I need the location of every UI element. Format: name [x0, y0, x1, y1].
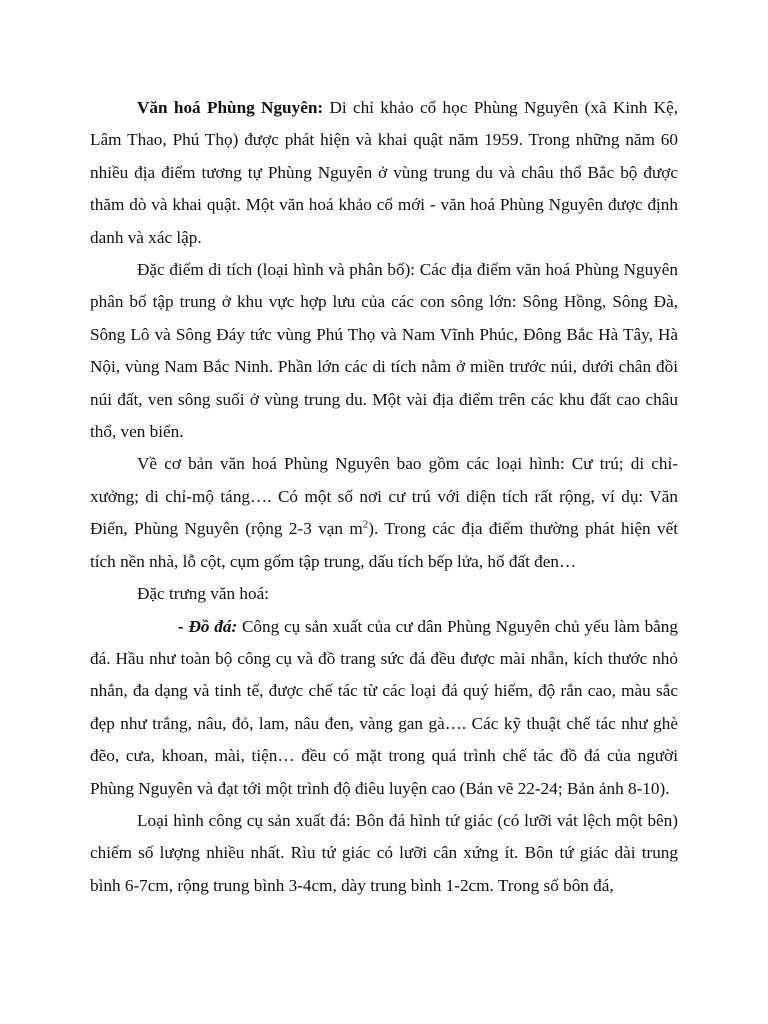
paragraph-body: Di chỉ khảo cổ học Phùng Nguyên (xã Kinh Kệ, Lâm Thao, Phú Thọ) được phát hiện và khai quật năm 1959. Trong những năm 60 nhiều địa điểm tương tự Phùng Nguyên ở vùng trung du và châu thổ Bắc bộ được thăm dò và khai quật. Một văn hoá khảo cổ mới - văn hoá Phùng Nguyên được định danh và xác lập. — [90, 98, 678, 247]
paragraph-lead-heading: Văn hoá Phùng Nguyên: — [137, 98, 324, 117]
paragraph-body: Đặc điểm di tích (loại hình và phân bố): Các địa điểm văn hoá Phùng Nguyên phân bố tập trung ở khu vực hợp lưu của các con sông lớn: Sông Hồng, Sông Đà, Sông Lô và Sông Đáy tức vùng Phú Thọ và Nam Vĩnh Phúc, Đông Bắc Hà Tây, Hà Nội, vùng Nam Bắc Ninh. Phần lớn các di tích nằm ở miền trước núi, dưới chân đồi núi đất, ven sông suối ở vùng trung du. Một vài địa điểm trên các khu đất cao châu thổ, ven biển. — [90, 260, 678, 442]
superscript-exponent: 2 — [362, 518, 369, 531]
paragraph-body: Đặc trưng văn hoá: — [137, 584, 269, 604]
paragraph-body: Công cụ sản xuất của cư dân Phùng Nguyên chủ yếu làm bằng đá. Hầu như toàn bộ công cụ và đồ trang sức đá đều được mài nhẵn, kích thước nhỏ nhắn, đa dạng và tinh tế, được chế tác từ các loại đá quý hiếm, độ rắn cao, màu sắc đẹp như trắng, nâu, đỏ, lam, nâu đen, vàng gan gà…. Các kỹ thuật chế tác như ghè đẽo, cưa, khoan, mài, tiện… đều có mặt trong quá trình chế tác đồ đá của người Phùng Nguyên và đạt tới một trình độ điêu luyện cao (Bản vẽ 22-24; Bản ảnh 8-10). — [90, 616, 678, 798]
paragraph-site-types — [90, 448, 678, 578]
paragraph-stone-artifacts — [90, 611, 678, 805]
paragraph-site-characteristics — [90, 254, 678, 448]
paragraph-stone-tool-types — [90, 805, 678, 902]
paragraph-body: Về cơ bản văn hoá Phùng Nguyên bao gồm các loại hình: Cư trú; di chỉ-xưởng; di chỉ-mộ táng…. Có một số nơi cư trú với diện tích rất rộng, ví dụ: Văn Điển, Phùng Nguyên (rộng 2-3 vạn m — [90, 454, 678, 539]
paragraph-body: Loại hình công cụ sản xuất đá: Bôn đá hình tứ giác (có lưỡi vát lệch một bên) chiếm số lượng nhiều nhất. Rìu tứ giác có lưỡi cân xứng ít. Bôn tứ giác dài trung bình 6-7cm, rộng trung bình 3-4cm, dày trung bình 1-2cm. Trong số bôn đá, — [90, 810, 678, 895]
paragraph-cultural-traits-heading — [90, 578, 678, 610]
document-page — [90, 92, 678, 902]
paragraph-body-continued: ). Trong các địa điểm thường phát hiện vết tích nền nhà, lỗ cột, cụm gốm tập trung, dấu tích bếp lửa, hố đất đen… — [90, 519, 679, 571]
paragraph-lead-heading: - Đồ đá: — [178, 616, 238, 636]
paragraph-phung-nguyen-culture — [90, 92, 678, 254]
